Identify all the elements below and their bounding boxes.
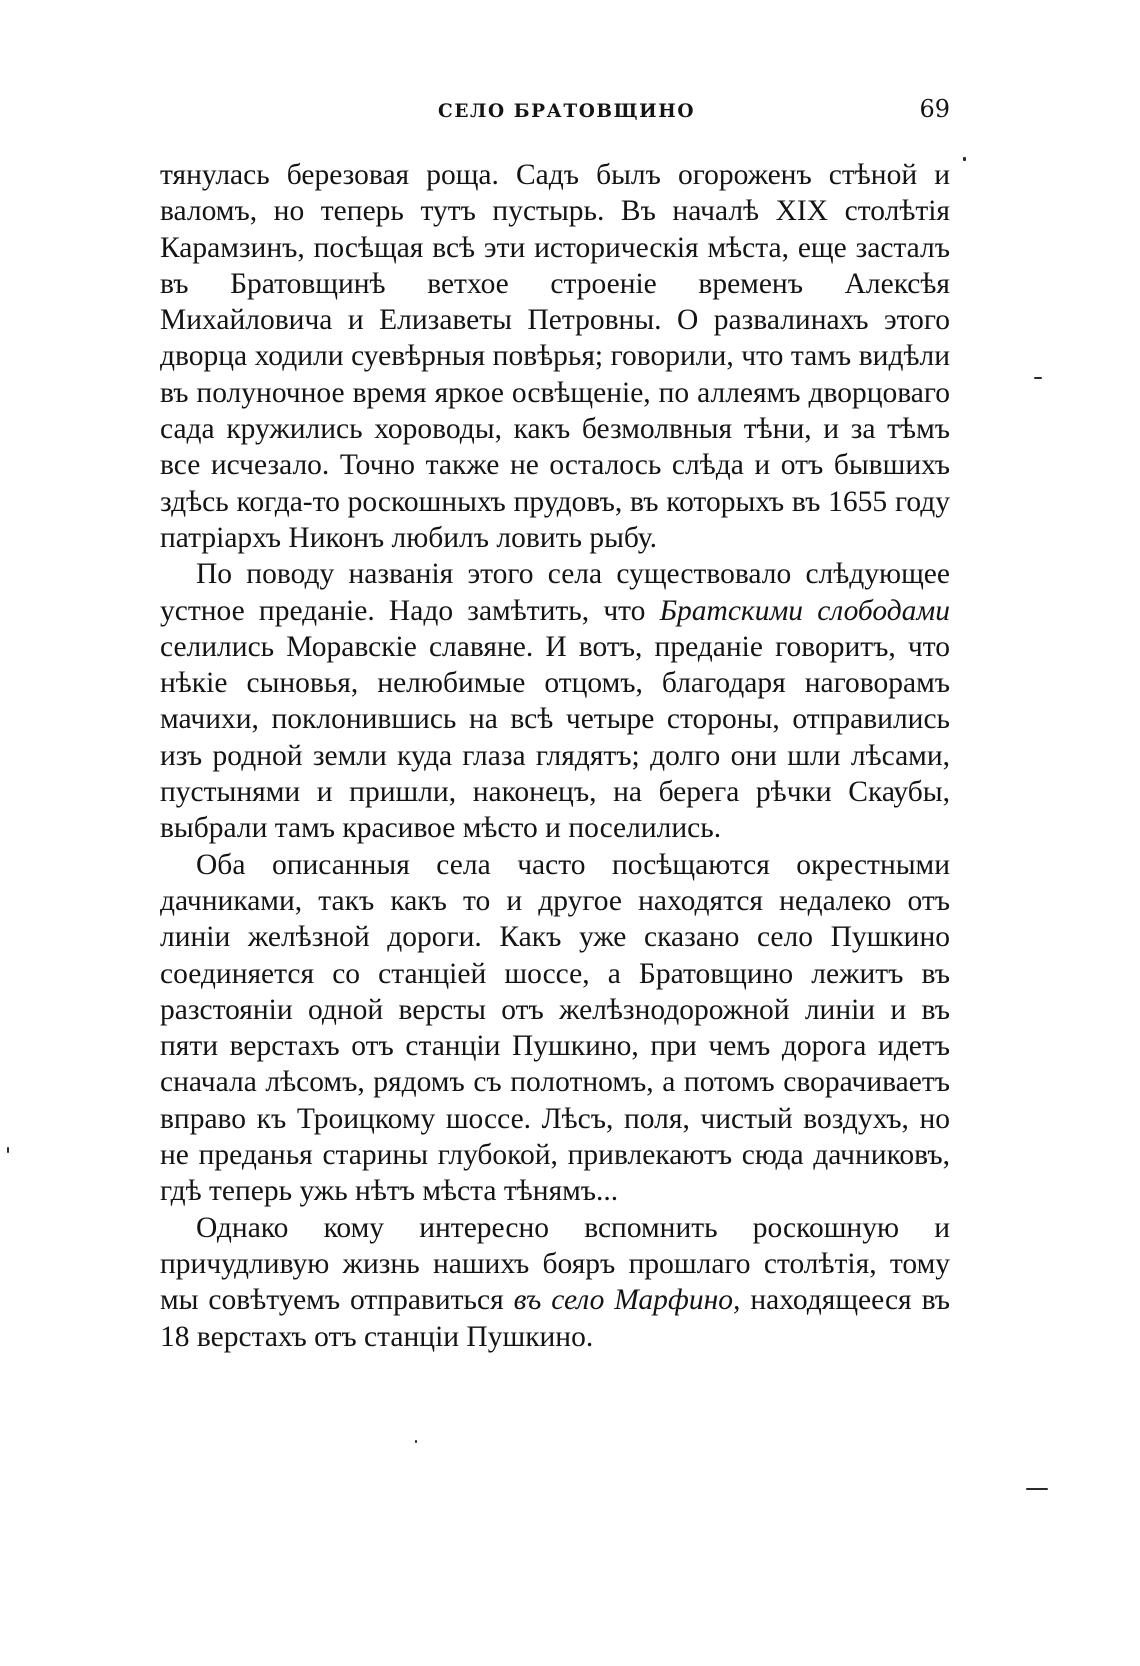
page-number: 69: [919, 95, 950, 123]
paragraph-text: Оба описанныя села часто посѣщаются окрестными дачниками, такъ какъ то и другое находятся недалеко отъ линіи желѣзной дороги. Какъ уже сказано село Пушкино соединяется со станціей шоссе, а Братовщино лежитъ въ разстояніи одной версты отъ желѣзнодорожной линіи и въ пяти верстахъ отъ станціи Пушкино, при чемъ дорога идетъ сначала лѣсомъ, рядомъ съ полотномъ, а потомъ сворачиваетъ вправо къ Троицкому шоссе. Лѣсъ, поля, чистый воздухъ, но не преданья старины глубокой, привлекаютъ сюда дачниковъ, гдѣ теперь ужь нѣтъ мѣста тѣнямъ...: [160, 848, 950, 1208]
running-header: [160, 95, 950, 129]
scan-speck: [1034, 377, 1042, 379]
scan-speck: [1026, 1488, 1048, 1490]
paragraph-marfino: [160, 1210, 950, 1355]
italic-phrase: въ село Марфино,: [513, 1284, 741, 1317]
paragraph-summer-visitors: [160, 847, 950, 1210]
running-title: СЕЛО БРАТОВЩИНО: [438, 101, 696, 122]
scan-speck: [963, 157, 966, 161]
paragraph-text: тянулась березовая роща. Садъ былъ огороженъ стѣной и валомъ, но теперь тутъ пустырь. Въ началѣ XIX столѣтія Карамзинъ, посѣщая всѣ эти историческія мѣста, еще засталъ въ Братовщинѣ ветхое строеніе временъ Алексѣя Михайловича и Елизаветы Петровны. О развалинахъ этого дворца ходили суевѣрныя повѣрья; говорили, что тамъ видѣли въ полуночное время яркое освѣщеніе, по аллеямъ дворцоваго сада кружились хороводы, какъ безмолвныя тѣни, и за тѣмъ все исчезало. Точно также не осталось слѣда и отъ бывшихъ здѣсь когда-то роскошныхъ прудовъ, въ которыхъ въ 1655 году патріархъ Никонъ любилъ ловить рыбу.: [160, 159, 950, 554]
paragraph-name-legend: [160, 556, 950, 846]
paragraph-text: находящееся въ 18 верстахъ отъ станціи Пушкино.: [160, 1284, 951, 1353]
body-text: [160, 157, 950, 1355]
paragraph-text: По поводу названія этого села существовало слѣдующее устное преданіе. Надо замѣтить, что: [160, 558, 950, 627]
scan-speck: [415, 1440, 417, 1443]
paragraph-text: Однако кому интересно вспомнить роскошную и причудливую жизнь нашихъ бояръ прошлаго столѣтія, тому мы совѣтуемъ отправиться: [160, 1211, 950, 1317]
paragraph-text: селились Моравскіе славяне. И вотъ, преданіе говоритъ, что нѣкіе сыновья, нелюбимые отцомъ, благодаря наговорамъ мачихи, поклонившись на всѣ четыре стороны, отправились изъ родной земли куда глаза глядятъ; долго они шли лѣсами, пустынями и пришли, наконецъ, на берега рѣчки Скаубы, выбрали тамъ красивое мѣсто и поселились.: [160, 630, 950, 845]
scan-speck: [7, 1147, 9, 1153]
italic-phrase: Братскими слободами: [659, 594, 950, 627]
paragraph-bratovshchino-history: [160, 157, 950, 556]
